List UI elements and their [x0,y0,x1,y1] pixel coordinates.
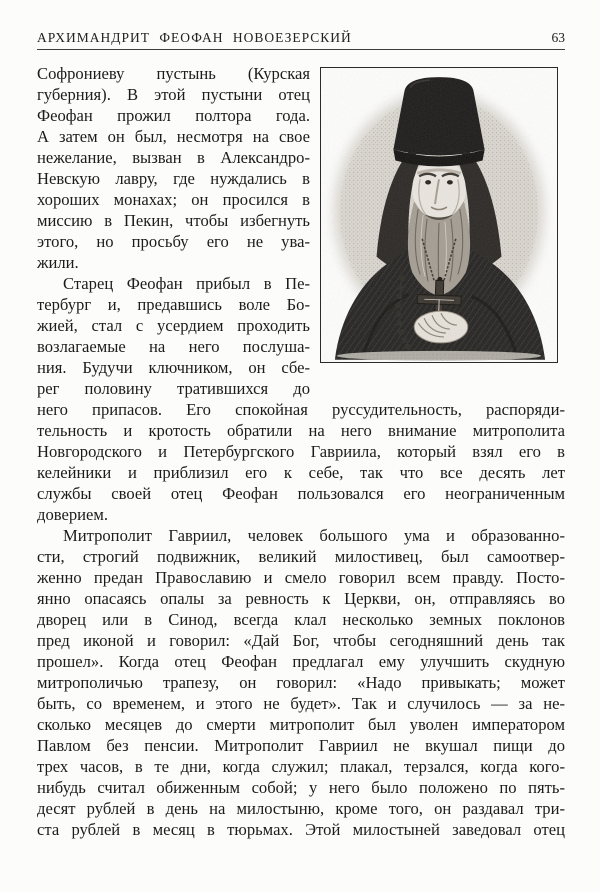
text-line: А затем он был, несмотря на свое [37,127,310,146]
text-line: Софрониеву пустынь (Курская [37,64,310,83]
text-line: Невскую лавру, где нуждались в [37,169,310,188]
text-line: нибудь считал обиженным собой; у него было положено по пять- [37,778,565,797]
text-line: ния. Будучи ключником, он сбе- [37,358,310,377]
text-line: Новгородского и Петербургского Гавриила, который взял его в [37,442,565,461]
text-line: Старец Феофан прибыл в Пе- [63,274,310,293]
text-line: митрополичью трапезу, он говорил: «Надо привыкать; может [37,673,565,692]
portrait-frame [320,67,558,363]
text-line: ста рублей в месяц в тюрьмах. Этой милостыней заведовал отец [37,820,565,839]
text-line: этого, но просьбу его не ува- [37,232,310,251]
full-width-text-column [37,399,565,840]
text-line: тербург и, предавшись воле Бо- [37,295,310,314]
text-line: прошел». Когда отец Феофан предлагал ему улучшить скудную [37,652,565,671]
text-line: дворец или в Синод, всегда клал несколько земных поклонов [37,610,565,629]
text-line: него припасов. Его спокойная руссудительность, распоряди- [37,400,565,419]
text-line: миссию в Пекин, чтобы избегнуть [37,211,310,230]
text-line: Митрополит Гавриил, человек большого ума и образованно- [63,526,565,545]
text-line: нежелание, вызван в Александро- [37,148,310,167]
text-line: трех часов, в те дни, когда служил; плакал, терзался, когда кого- [37,757,565,776]
header-rule [37,49,565,50]
text-line: Феофан прожил полтора года. [37,106,310,125]
text-line: возлагаемые на него послуша- [37,337,310,356]
text-line: пред иконой и говорил: «Дай Бог, чтобы сегодняшний день так [37,631,565,650]
text-line: быть, со временем, и этого не будет». Так и случилось — за не- [37,694,565,713]
text-line: Павлом без пенсии. Митрополит Гавриил не вкушал пищи до [37,736,565,755]
text-line: десят рублей в день на милостыню, кроме того, он раздавал три- [37,799,565,818]
text-line: службы своей отец Феофан пользовался его неограниченным [37,484,565,503]
text-line: сколько месяцев до смерти митрополит был уволен императором [37,715,565,734]
page-number: 63 [551,30,565,45]
page-body [37,63,565,840]
text-line: янно опасаясь опалы за ревность к Церкви, он, отправляясь во [37,589,565,608]
text-line: сти, строгий подвижник, великий милостивец, был самоотвер- [37,547,565,566]
portrait-engraving [321,68,557,362]
text-line: рег половину тратившихся до [37,379,310,398]
text-line: доверием. [37,505,109,524]
narrow-text-column [37,63,310,399]
running-header-title: АРХИМАНДРИТ ФЕОФАН НОВОЕЗЕРСКИЙ [37,30,352,45]
text-line: жили. [37,253,79,272]
text-line: женно предан Православию и смело говорил всем правду. Посто- [37,568,565,587]
text-line: келейники и приблизил его к себе, так что все десять лет [37,463,565,482]
text-and-portrait-row [37,63,565,399]
running-header [37,30,565,46]
text-line: хороших монахах; он просился в [37,190,310,209]
text-line: губерния). В этой пустыни отец [37,85,310,104]
text-line: тельность и кротость обратили на него внимание митрополита [37,421,565,440]
text-line: жией, стал с усердием проходить [37,316,310,335]
